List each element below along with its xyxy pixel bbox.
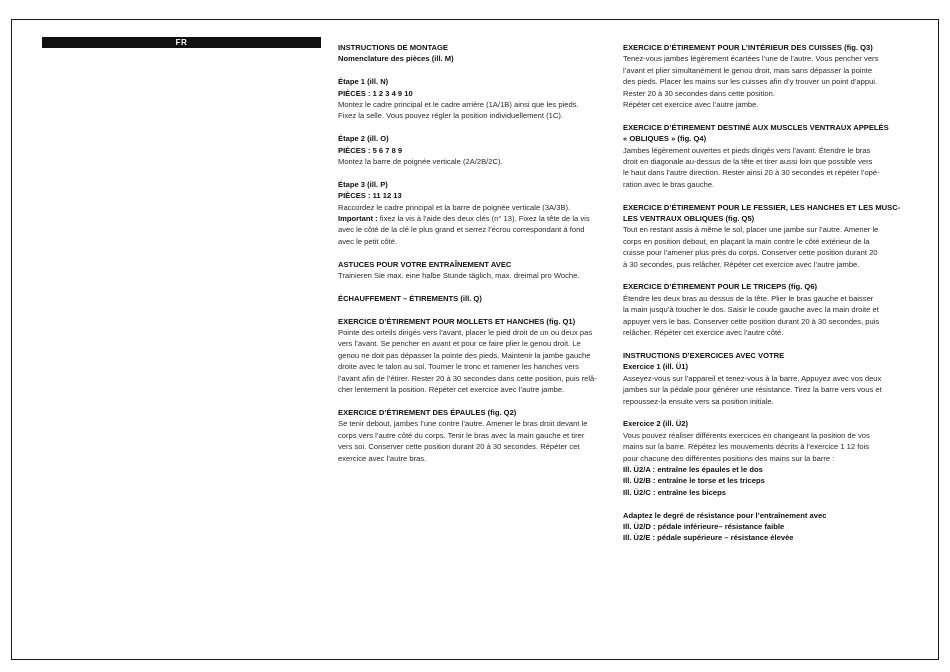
q3-heading: EXERCICE D’ÉTIREMENT POUR L’INTÉRIEUR DES CUISSES (fig. Q3) bbox=[623, 43, 873, 52]
exercise2-text: mains sur la barre. Répétez les mouvements décrits à l’exercice 1 12 fois bbox=[623, 442, 870, 452]
step3-text: avec le petit côté. bbox=[338, 236, 398, 246]
warmup-heading: ÉCHAUFFEMENT – ÉTIREMENTS (ill. Q) bbox=[338, 293, 482, 303]
step2-heading: Étape 2 (ill. O) bbox=[338, 134, 389, 144]
exercise1-text: Asseyez-vous sur l’appareil et tenez-vous à la barre. Appuyez avec vos deux bbox=[623, 373, 882, 383]
q2-heading: EXERCICE D’ÉTIREMENT DES ÉPAULES (fig. Q2) bbox=[338, 407, 517, 417]
q2-text: exercice avec l’autre bras. bbox=[338, 453, 427, 463]
q4-heading: « OBLIQUES » (fig. Q4) bbox=[623, 134, 707, 144]
q1-text: droite avec le talon au sol. Tourner le tronc et ramener les hanches vers bbox=[338, 362, 579, 372]
q3-text: des pieds. Placer les mains sur les cuisses afin d’y trouver un point d’appui. bbox=[623, 77, 878, 87]
column-left bbox=[338, 42, 610, 464]
resistance-setting: Ill. Ü2/D : pédale inférieure– résistance faible bbox=[623, 521, 785, 531]
important-text: fixez la vis à l’aide des deux clés (n° 13). Fixez la tête de la vis bbox=[377, 214, 590, 224]
step3-text: avec le côté de la clé le plus grand et serrez l’écrou correspondant à fond bbox=[338, 225, 585, 235]
q4-text: le haut dans l’autre direction. Rester ainsi 20 à 30 secondes et répéter l’opé- bbox=[623, 168, 880, 178]
q4-text: Jambes légèrement ouvertes et pieds dirigés vers l’avant. Étendre le bras bbox=[623, 145, 871, 155]
exercise1-heading: Exercice 1 (ill. Ü1) bbox=[623, 362, 689, 372]
assembly-title: INSTRUCTIONS DE MONTAGE bbox=[338, 43, 448, 52]
parts-list-heading: Nomenclature des pièces (ill. M) bbox=[338, 54, 454, 64]
step3-parts: PIÈCES : 11 12 13 bbox=[338, 191, 402, 201]
step1-heading: Étape 1 (ill. N) bbox=[338, 77, 389, 87]
exercise1-text: repoussez-la ensuite vers sa position initiale. bbox=[623, 396, 774, 406]
exercise2-text: Vous pouvez réaliser différents exercices en changeant la position de vos bbox=[623, 430, 870, 440]
tips-text: Trainieren Sie max. eine halbe Stunde täglich, max. dreimal pro Woche. bbox=[338, 271, 580, 281]
step3-text bbox=[338, 213, 610, 224]
q5-heading: LES VENTRAUX OBLIQUES (fig. Q5) bbox=[623, 214, 755, 224]
resistance-heading: Adaptez le degré de résistance pour l’entraînement avec bbox=[623, 510, 827, 520]
q3-text: l’avant et plier simultanément le genou droit, mais sans dépasser la pointe bbox=[623, 65, 873, 75]
step3-text: Raccordez le cadre principal et la barre de poignée verticale (3A/3B). bbox=[338, 202, 571, 212]
q3-text: Rester 20 à 30 secondes dans cette position. bbox=[623, 88, 775, 98]
exercise2-position: Ill. Ü2/A : entraîne les épaules et le dos bbox=[623, 464, 763, 474]
q3-text: Répéter cet exercice avec l’autre jambe. bbox=[623, 100, 759, 110]
exercise2-heading: Exercice 2 (ill. Ü2) bbox=[623, 419, 689, 429]
column-right bbox=[623, 42, 905, 544]
q1-text: Pointe des orteils dirigés vers l’avant, placer le pied droit de un ou deux pas bbox=[338, 328, 593, 338]
language-bar: FR bbox=[42, 37, 321, 48]
q6-text: la main jusqu’à toucher le dos. Saisir le coude gauche avec la main droite et bbox=[623, 305, 879, 315]
q6-text: appuyer vers le bas. Conserver cette position durant 20 à 30 secondes, puis bbox=[623, 316, 880, 326]
step1-text: Montez le cadre principal et le cadre arrière (1A/1B) ainsi que les pieds. bbox=[338, 100, 579, 110]
tips-heading: ASTUCES POUR VOTRE ENTRAÎNEMENT AVEC bbox=[338, 259, 512, 269]
exercise2-position: Ill. Ü2/C : entraîne les biceps bbox=[623, 487, 726, 497]
q1-text: genou ne doit pas dépasser la pointe des pieds. Maintenir la jambe gauche bbox=[338, 350, 591, 360]
step3-heading: Étape 3 (ill. P) bbox=[338, 179, 388, 189]
q5-heading: EXERCICE D’ÉTIREMENT POUR LE FESSIER, LES HANCHES ET LES MUSC- bbox=[623, 202, 901, 212]
q4-text: ration avec le bras gauche. bbox=[623, 179, 715, 189]
exercise-instructions-heading: INSTRUCTIONS D’EXERCICES AVEC VOTRE bbox=[623, 350, 785, 360]
q2-text: corps vers l’autre côté du corps. Tenir le bras avec la main gauche et tirer bbox=[338, 430, 585, 440]
q1-text: cher lentement la position. Répéter cet exercice avec l’autre jambe. bbox=[338, 385, 565, 395]
q2-text: Se tenir debout, jambes l’une contre l’autre. Amener le bras droit devant le bbox=[338, 419, 588, 429]
exercise2-text: pour chacune des différentes positions des mains sur la barre : bbox=[623, 453, 835, 463]
step1-text: Fixez la selle. Vous pouvez régler la position individuellement (1C). bbox=[338, 111, 563, 121]
q1-heading: EXERCICE D’ÉTIREMENT POUR MOLLETS ET HANCHES (fig. Q1) bbox=[338, 316, 576, 326]
q4-heading: EXERCICE D’ÉTIREMENT DESTINÉ AUX MUSCLES VENTRAUX APPELÉS bbox=[623, 122, 889, 132]
important-label: Important : bbox=[338, 214, 378, 224]
q5-text: à 30 secondes, puis relâcher. Répéter cet exercice avec l’autre jambe. bbox=[623, 259, 860, 269]
q5-text: Tout en restant assis à même le sol, placer une jambe sur l’autre. Amener le bbox=[623, 225, 879, 235]
q1-text: vers l’avant. Se pencher en avant et pour ce faire plier le genou droit. Le bbox=[338, 339, 581, 349]
q6-text: Étendre les deux bras au dessus de la tête. Plier le bras gauche et baisser bbox=[623, 293, 874, 303]
q1-text: l’avant afin de l’étirer. Rester 20 à 30 secondes dans cette position, puis relâ- bbox=[338, 373, 597, 383]
q5-text: cuisse pour l’amener plus près du corps. Conserver cette position durant 20 bbox=[623, 248, 878, 258]
resistance-setting: Ill. Ü2/E : pédale supérieure – résistance élevée bbox=[623, 533, 794, 543]
step2-text: Montez la barre de poignée verticale (2A/2B/2C). bbox=[338, 157, 503, 167]
q2-text: vers soi. Conserver cette position durant 20 à 30 secondes. Répéter cet bbox=[338, 442, 580, 452]
q4-text: droit en diagonale au-dessus de la tête et tirer aussi loin que possible vers bbox=[623, 157, 873, 167]
q6-heading: EXERCICE D’ÉTIREMENT POUR LE TRICEPS (fig. Q6) bbox=[623, 282, 818, 292]
q3-text: Tenez-vous jambes légèrement écartées l’une de l’autre. Vous pencher vers bbox=[623, 54, 879, 64]
exercise1-text: jambes sur la pédale pour générer une résistance. Tirez la barre vers vous et bbox=[623, 385, 882, 395]
exercise2-position: Ill. Ü2/B : entraîne le torse et les triceps bbox=[623, 476, 765, 486]
step1-parts: PIÈCES : 1 2 3 4 9 10 bbox=[338, 88, 413, 98]
q5-text: corps en position debout, en plaçant la main contre le côté extérieur de la bbox=[623, 236, 870, 246]
q6-text: relâcher. Répéter cet exercice avec l’autre côté. bbox=[623, 328, 784, 338]
step2-parts: PIÈCES : 5 6 7 8 9 bbox=[338, 145, 403, 155]
